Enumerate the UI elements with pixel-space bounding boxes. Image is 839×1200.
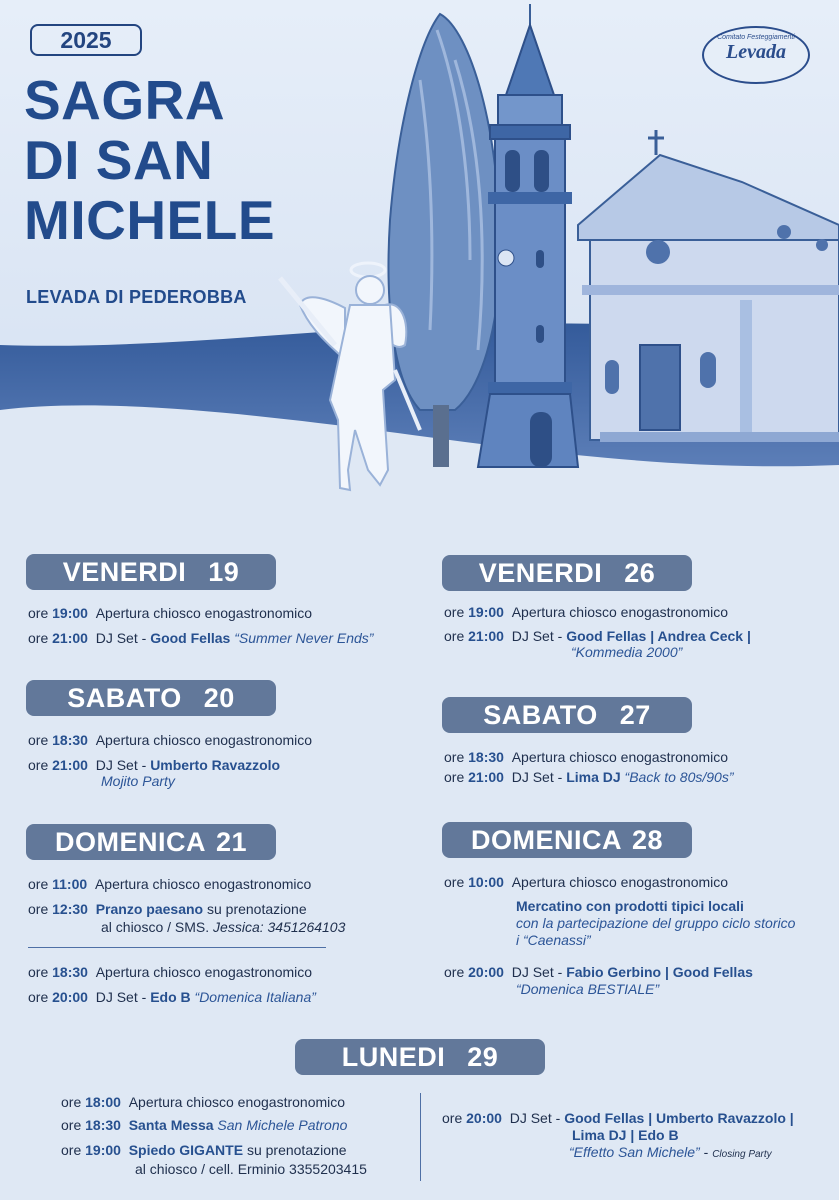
title-line-2: DI SAN: [24, 129, 214, 191]
title-line-3: MICHELE: [24, 189, 275, 251]
day-name: DOMENICA: [470, 825, 622, 855]
event-time: 18:30: [85, 1117, 121, 1133]
day-name: SABATO: [67, 683, 182, 713]
day-header-domenica-28: [442, 822, 692, 858]
event-title: [24, 70, 344, 250]
day-header-sabato-20: [26, 680, 276, 716]
event-title: Santa Messa: [128, 1117, 214, 1133]
divider-dom21: [28, 947, 326, 948]
ore-label: ore: [444, 964, 465, 980]
event-lun29-4: [442, 1110, 794, 1127]
event-sab20-2: [28, 757, 280, 774]
ore-label: ore: [444, 769, 465, 785]
event-text: Apertura chiosco enogastronomico: [511, 874, 729, 890]
event-text: DJ Set -: [95, 757, 151, 773]
event-lun29-3: [61, 1142, 347, 1159]
event-text: Apertura chiosco enogastronomico: [511, 604, 729, 620]
event-lun29-3-contact: al chiosco / cell. Erminio 3355203415: [135, 1161, 367, 1177]
ore-label: ore: [444, 604, 465, 620]
ore-label: ore: [442, 1110, 463, 1126]
event-title: Pranzo paesano: [95, 901, 204, 917]
event-text: DJ Set -: [509, 1110, 565, 1126]
event-sab20-1: [28, 732, 312, 749]
event-time: 19:00: [468, 604, 504, 620]
event-dom21-2: [28, 901, 307, 918]
ore-label: ore: [444, 874, 465, 890]
logo-name: Levada: [726, 41, 786, 63]
event-lun29-2: [61, 1117, 347, 1134]
mercatino-title: Mercatino con prodotti tipici locali: [516, 898, 744, 914]
event-performer: Fabio Gerbino | Good Fellas: [566, 964, 753, 980]
event-performer: Edo B: [150, 989, 191, 1005]
ore-label: ore: [28, 630, 49, 646]
event-performer: Lima DJ: [566, 769, 621, 785]
event-dom28-mercatino: [516, 898, 795, 949]
day-name: DOMENICA: [54, 827, 206, 857]
year-badge: 2025: [30, 24, 142, 56]
event-text: DJ Set -: [511, 964, 567, 980]
ore-label: ore: [444, 628, 465, 644]
event-ven26-2-subtitle: “Kommedia 2000”: [571, 644, 683, 660]
ore-label: ore: [28, 989, 49, 1005]
ore-label: ore: [28, 876, 49, 892]
event-time: 21:00: [52, 630, 88, 646]
event-contact: Jessica: 3451264103: [213, 919, 346, 935]
event-text: Apertura chiosco enogastronomico: [511, 749, 729, 765]
day-name: VENERDI: [478, 558, 603, 588]
closing-party-label: Closing Party: [712, 1149, 772, 1160]
event-location: LEVADA DI PEDEROBBA: [26, 287, 247, 307]
event-time: 18:00: [85, 1094, 121, 1110]
event-sab20-2-subtitle: Mojito Party: [101, 773, 175, 789]
event-time: 18:30: [52, 964, 88, 980]
event-text: DJ Set -: [511, 628, 567, 644]
ore-label: ore: [28, 757, 49, 773]
event-performer: Umberto Ravazzolo: [150, 757, 281, 773]
title-line-1: SAGRA: [24, 69, 226, 131]
event-ven26-2: [444, 628, 751, 645]
event-dom21-2-line2: [101, 919, 345, 936]
event-time: 21:00: [468, 628, 504, 644]
ore-label: ore: [28, 901, 49, 917]
day-number: 20: [203, 683, 235, 713]
event-dom28-1: [444, 874, 728, 891]
day-number: 19: [208, 557, 240, 587]
ore-label: ore: [61, 1117, 82, 1133]
day-number: 27: [619, 700, 651, 730]
event-time: 11:00: [52, 876, 88, 892]
event-sab27-2: [444, 769, 733, 786]
event-performer: Good Fellas | Andrea Ceck |: [566, 628, 751, 644]
day-header-domenica-21: [26, 824, 276, 860]
event-performer: Good Fellas | Umberto Ravazzolo |: [564, 1110, 794, 1126]
ore-label: ore: [28, 732, 49, 748]
event-subtitle: “Domenica Italiana”: [194, 989, 316, 1005]
day-number: 21: [215, 827, 248, 857]
day-number: 26: [624, 558, 656, 588]
event-text: DJ Set -: [95, 989, 151, 1005]
ore-label: ore: [61, 1094, 82, 1110]
event-subtitle: “Back to 80s/90s”: [624, 769, 734, 785]
event-time: 12:30: [52, 901, 88, 917]
ore-label: ore: [444, 749, 465, 765]
event-lun29-4-performers-2: Lima DJ | Edo B: [572, 1127, 679, 1143]
hero-illustration: [0, 0, 839, 520]
vertical-divider-lun29: [420, 1093, 421, 1181]
ore-label: ore: [61, 1142, 82, 1158]
event-time: 19:00: [85, 1142, 121, 1158]
event-text: DJ Set -: [511, 769, 567, 785]
day-header-sabato-27: [442, 697, 692, 733]
event-time: 20:00: [52, 989, 88, 1005]
event-lun29-1: [61, 1094, 345, 1111]
event-time: 18:30: [468, 749, 504, 765]
event-time: 21:00: [52, 757, 88, 773]
day-name: SABATO: [483, 700, 598, 730]
day-header-venerdi-26: [442, 555, 692, 591]
day-number: 28: [631, 825, 664, 855]
event-dom21-1: [28, 876, 311, 893]
event-text: Apertura chiosco enogastronomico: [94, 876, 312, 892]
event-text: Apertura chiosco enogastronomico: [95, 605, 313, 621]
event-time: 20:00: [468, 964, 504, 980]
event-lun29-4-subtitle: [569, 1144, 772, 1163]
event-dom28-2-subtitle: “Domenica BESTIALE”: [516, 981, 660, 997]
event-text: Apertura chiosco enogastronomico: [128, 1094, 346, 1110]
event-subtitle: “Summer Never Ends”: [234, 630, 374, 646]
logo-committee-text: Comitato Festeggiamenti: [717, 34, 795, 41]
event-ven19-1: [28, 605, 312, 622]
event-ven19-2: [28, 630, 373, 647]
event-time: 20:00: [466, 1110, 502, 1126]
mercatino-desc-2: i “Caenassi”: [516, 932, 591, 948]
mercatino-desc-1: con la partecipazione del gruppo ciclo storico: [516, 915, 796, 931]
committee-logo: [702, 26, 810, 84]
day-header-venerdi-19: [26, 554, 276, 590]
tree-trunk: [433, 405, 449, 467]
event-time: 10:00: [468, 874, 504, 890]
event-text: DJ Set -: [95, 630, 151, 646]
day-header-lunedi-29: [295, 1039, 545, 1075]
event-dash: -: [699, 1144, 713, 1160]
event-text: Apertura chiosco enogastronomico: [95, 732, 313, 748]
event-dom28-2: [444, 964, 753, 981]
ore-label: ore: [28, 964, 49, 980]
event-dom21-4: [28, 989, 316, 1006]
event-sab27-1: [444, 749, 728, 766]
event-text: su prenotazione: [203, 901, 307, 917]
event-ven26-1: [444, 604, 728, 621]
day-name: LUNEDI: [341, 1042, 446, 1072]
event-title: Spiedo GIGANTE: [128, 1142, 244, 1158]
event-subtitle: “Effetto San Michele”: [569, 1144, 700, 1160]
event-text: Apertura chiosco enogastronomico: [95, 964, 313, 980]
event-time: 19:00: [52, 605, 88, 621]
event-text: su prenotazione: [243, 1142, 347, 1158]
day-name: VENERDI: [62, 557, 187, 587]
day-number: 29: [467, 1042, 499, 1072]
event-time: 18:30: [52, 732, 88, 748]
event-time: 21:00: [468, 769, 504, 785]
event-dom21-3: [28, 964, 312, 981]
event-performer: Good Fellas: [150, 630, 231, 646]
event-subtitle: San Michele Patrono: [213, 1117, 348, 1133]
ore-label: ore: [28, 605, 49, 621]
event-contact-text: al chiosco / SMS.: [101, 919, 214, 935]
